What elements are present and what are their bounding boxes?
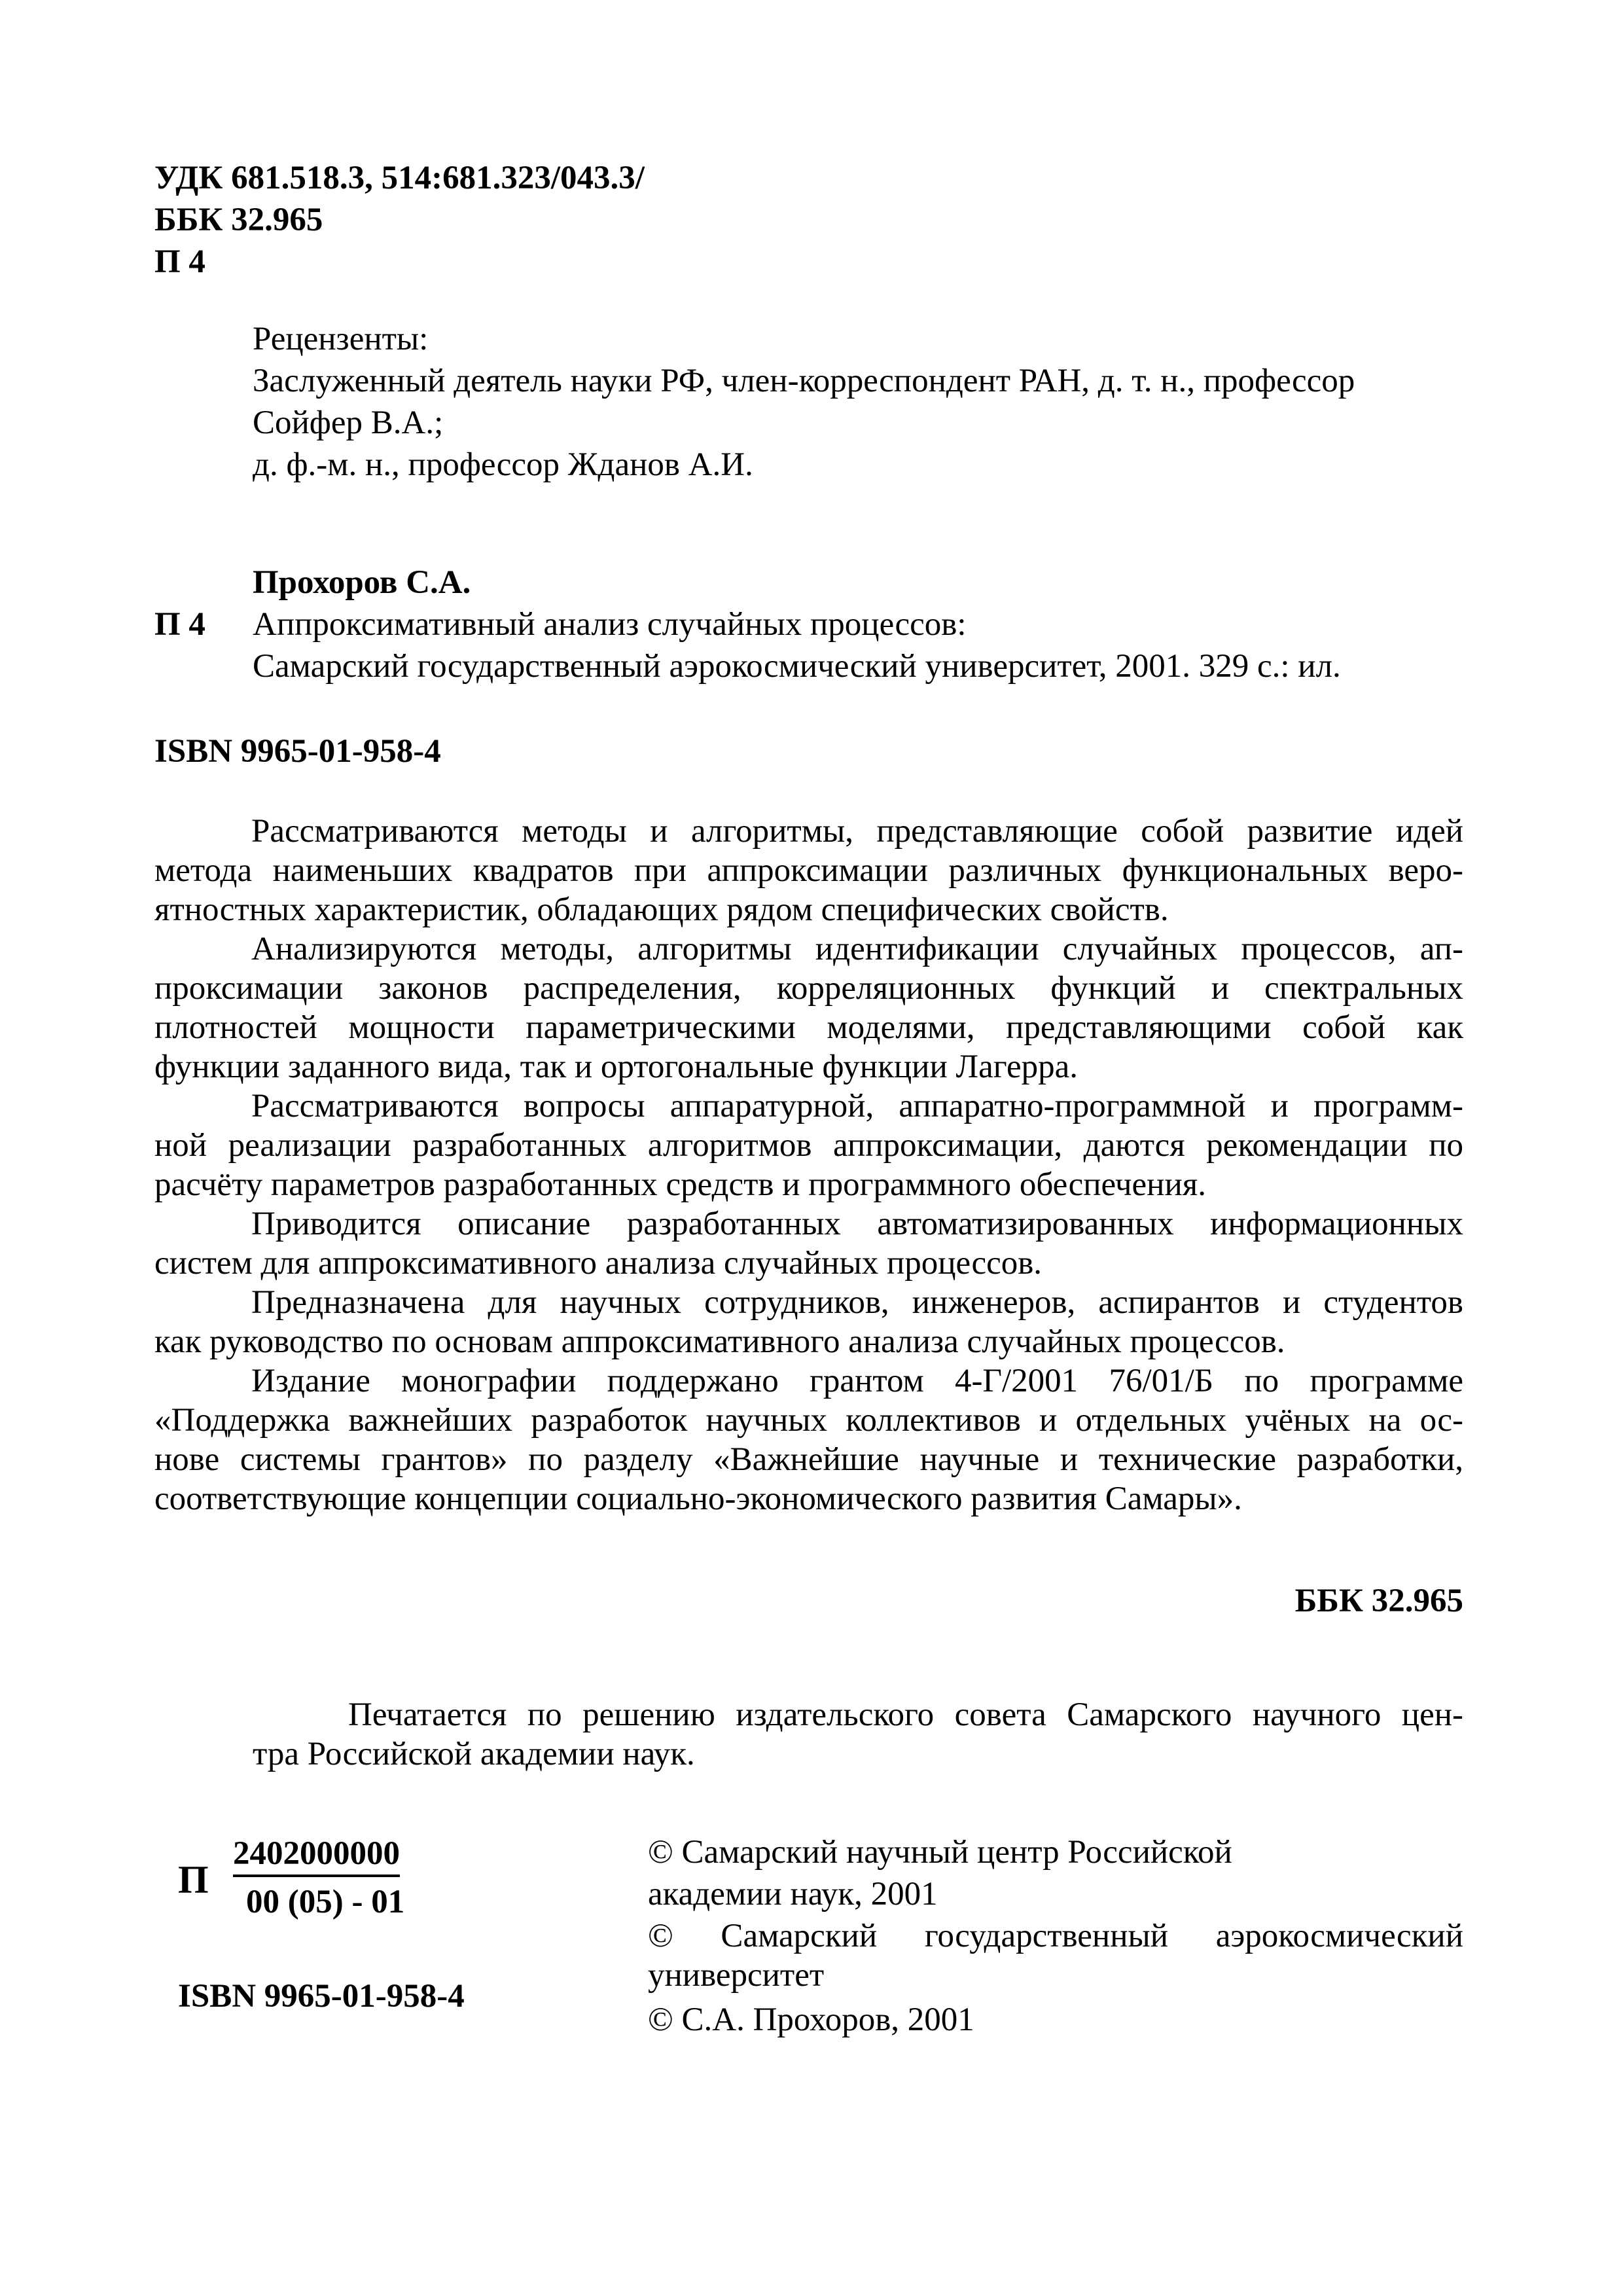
print-note [253,1695,1463,1774]
abstract-paragraph-5 [154,1283,1463,1361]
reviewer-1-name: Сойфер В.А.; [253,404,444,441]
index-code-letter: П [178,1858,209,1901]
abstract-paragraph-1 [154,812,1463,929]
abstract-p4-line-1: Приводится описание разработанных автоматизированных информационных [251,1206,1463,1242]
udk-line: УДК 681.518.3, 514:681.323/043.3/ [154,160,645,196]
book-publisher: Самарский государственный аэрокосмический университет, 2001. 329 с.: ил. [253,648,1341,685]
abstract-p2-line-3: плотностей мощности параметрическими моделями, представляющими собой как [154,1009,1463,1046]
abstract-p3-line-3: расчёту параметров разработанных средств и программного обеспечения. [154,1166,1206,1203]
book-code: П 4 [154,606,205,643]
abstract-p2-line-1: Анализируются методы, алгоритмы идентификации случайных процессов, ап- [251,931,1463,967]
abstract-p1-line-2: метода наименьших квадратов при аппроксимации различных функциональных веро- [154,852,1463,889]
abstract-paragraph-4 [154,1204,1463,1283]
abstract-paragraph-6 [154,1361,1463,1518]
index-code-numerator [233,1834,400,1877]
bbk-right: ББК 32.965 [1294,1583,1463,1619]
print-note-line-2: тра Российской академии наук. [253,1736,695,1772]
abstract [154,812,1463,1518]
abstract-p5-line-2: как руководство по основам аппроксимативного анализа случайных процессов. [154,1323,1285,1360]
abstract-p6-line-1: Издание монографии поддержано грантом 4-Г/2001 76/01/Б по программе [251,1363,1463,1399]
abstract-p1-line-3: ятностных характеристик, обладающих рядом специфических свойств. [154,891,1169,928]
reviewers-title: Рецензенты: [253,321,429,357]
copyright-2-line-2: университет [648,1957,825,1994]
abstract-p6-line-2: «Поддержка важнейших разработок научных коллективов и отдельных учёных на ос- [154,1402,1463,1439]
abstract-p6-line-4: соответствующие концепции социально-экономического развития Самары». [154,1480,1242,1517]
book-title: Аппроксимативный анализ случайных процессов: [253,606,967,643]
abstract-paragraph-2 [154,929,1463,1086]
abstract-paragraph-3 [154,1086,1463,1204]
bbk-line: ББК 32.965 [154,202,323,238]
reviewer-1-line: Заслуженный деятель науки РФ, член-корреспондент РАН, д. т. н., профессор [253,363,1355,399]
print-note-line-1: Печатается по решению издательского совета Самарского научного цен- [348,1696,1463,1733]
reviewer-2-line: д. ф.-м. н., профессор Жданов А.И. [253,446,753,483]
abstract-p5-line-1: Предназначена для научных сотрудников, инженеров, аспирантов и студентов [251,1284,1463,1321]
index-code-denominator: 00 (05) - 01 [246,1884,405,1920]
abstract-p3-line-2: ной реализации разработанных алгоритмов аппроксимации, даются рекомендации по [154,1127,1463,1164]
abstract-p1-line-1: Рассматриваются методы и алгоритмы, представляющие собой развитие идей [251,813,1463,850]
index-code-numerator-text: 2402000000 [233,1834,400,1877]
book-author: Прохоров С.А. [253,564,471,601]
isbn-bottom: ISBN 9965-01-958-4 [178,1978,465,2015]
copyright-2-line-1: © Самарский государственный аэрокосмический [648,1918,1463,1954]
copyright-2 [648,1916,1463,1995]
copyright-3: © С.А. Прохоров, 2001 [648,2001,974,2038]
copyright-1-line-1: © Самарский научный центр Российской [648,1834,1232,1871]
copyright-1-line-2: академии наук, 2001 [648,1876,938,1912]
abstract-p6-line-3: нове системы грантов» по разделу «Важнейшие научные и технические разработки, [154,1441,1463,1478]
header-code: П 4 [154,243,205,280]
abstract-p3-line-1: Рассматриваются вопросы аппаратурной, аппаратно-программной и программ- [251,1088,1463,1124]
abstract-p2-line-4: функции заданного вида, так и ортогональные функции Лагерра. [154,1049,1078,1085]
abstract-p4-line-2: систем для аппроксимативного анализа случайных процессов. [154,1245,1043,1282]
abstract-p2-line-2: проксимации законов распределения, корреляционных функций и спектральных [154,970,1463,1007]
book-isbn: ISBN 9965-01-958-4 [154,733,441,770]
